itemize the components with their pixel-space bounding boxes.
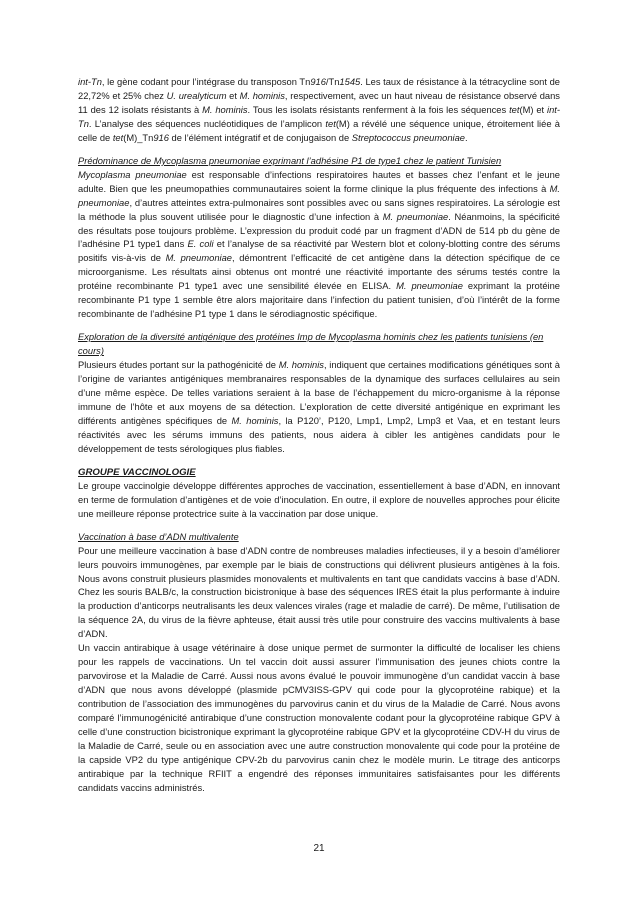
section-heading-adn-multivalente: Vaccination à base d’ADN multivalente bbox=[78, 531, 239, 542]
paragraph-group-vaccinologie: Le groupe vaccinolgie développe différentes approches de vaccination, essentiellement à base d’ADN, en innovant en terme de formulation d’antigènes et de voie d’inoculation. En outre, il explore de nouvelles approches pour élicite une meilleure réponse protectrice suite à la vaccination par dose unique. bbox=[78, 480, 560, 519]
paragraph-mycoplasma-pneumoniae: Mycoplasma pneumoniae est responsable d’infections respiratoires hautes et basses chez l’enfant et le jeune adulte. Bien que les pneumopathies communautaires soient la forme clinique la plus fréquente des infections à M. pneumoniae, d’autres atteintes extra-pulmonaires sont possibles avec ou sans signes respiratoires. La sérologie est la méthode la plus souvent utilisée pour le diagnostic d’une infection à M. pneumoniae. Néanmoins, la spécificité des résultats pose toujours problème. L’expression du produit codé par un fragment d’ADN de 514 pb du gène de l’adhésine P1 type1 dans E. coli et l’analyse de sa réactivité par Western blot et colony-blotting contre des sérums positifs vis-à-vis de M. pneumoniae, démontrent l’efficacité de cet antigène dans la détection spécifique de ce microorganisme. Les résultats ainsi obtenus ont montré une réactivité importante des sérums testés contre la protéine recombinante P1 type1 avec une sensibilité élevée en ELISA. M. pneumoniae exprimant la protéine recombinante P1 type 1 semble être alors majoritaire dans l’infection du patient tunisien, d’où l’intérêt de la forme recombinante de l’adhésine P1 type 1 dans le sérodiagnostic spécifique. bbox=[78, 169, 560, 320]
document-page bbox=[78, 76, 560, 796]
paragraph-tetracycline-resistance: int-Tn, le gène codant pour l’intégrase du transposon Tn916/Tn1545. Les taux de résistance à la tétracycline sont de 22,72% et 25% chez U. urealyticum et M. hominis, respectivement, avec un haut niveau de résistance observé dans 11 des 12 isolats résistants à M. hominis. Tous les isolats résistants renferment à la fois les séquences tet(M) et int-Tn. L’analyse des séquences nucléotidiques de l’amplicon tet(M) a révélé une séquence unique, étroitement liée à celle de tet(M)_Tn916 de l’élément intégratif et de conjugaison de Streptococcus pneumoniae. bbox=[78, 77, 561, 143]
paragraph-mycoplasma-hominis: Plusieurs études portant sur la pathogénicité de M. hominis, indiquent que certaines modifications génétiques sont à l’origine de variantes antigéniques membranaires responsables de la dynamique des surfaces cellulaires au sein d’une même espèce. De telles variations seraient à la base de l’échappement du micro-organisme à la réponse immune de l’hôte et aux moyens de sa détection. L’exploration de cette diversité antigénique en exprimant les différents antigènes spécifiques de M. hominis, la P120’, P120, Lmp1, Lmp2, Lmp3 et Vaa, et en testant leurs réactivités avec les sérums immuns des patients, nous aidera à cibler les antigènes candidats pour le développement de tests sérologiques plus fiables. bbox=[78, 360, 560, 454]
italic-term: int-Tn bbox=[78, 77, 102, 87]
page-number: 21 bbox=[313, 843, 325, 854]
section-heading-mycoplasma-pneumoniae: Prédominance de Mycoplasma pneumoniae exprimant l’adhésine P1 de type1 chez le patient Tunisien bbox=[78, 155, 502, 166]
paragraph-adn-multivalente-2: Un vaccin antirabique à usage vétérinaire à dose unique permet de surmonter la difficulté de localiser les chiens pour les rappels de vaccinations. Un tel vaccin doit aussi assurer l’immunisation des jeunes chiots contre la parvovirose et la Maladie de Carré. Aussi nous avons évalué le pouvoir immunogène d’un candidat vaccin à base d’ADN que nous avons développé (plasmide pCMV3ISS-GPV qui code pour la glycoprotéine rabique) et la contribution de l’association des immunogènes du parvovirus canin et du virus de la Maladie de Carré. Nous avons comparé l’immunogénicité antirabique d’une construction monovalente codant pour la glycoprotéine rabique GPV à celle d’une construction bicistronique exprimant la glycoprotéine rabique GPV et la glycoprotéine CDV-H du virus de la Maladie de Carré, seule ou en association avec une autre construction monovalente qui code pour la protéine de la capside VP2 du type antigénique CPV-2b du parvovirus canin chez le modèle murin. Le titrage des anticorps antirabique par la technique RFIIT a engendré des réponses immunitaires satisfaisantes pour les différents candidats vaccins administrés. bbox=[78, 643, 560, 793]
section-heading-mycoplasma-hominis: Exploration de la diversité antigénique des protéines Imp de Mycoplasma hominis chez les patients tunisiens (en cours) bbox=[78, 332, 544, 357]
group-title-vaccinologie: GROUPE VACCINOLOGIE bbox=[78, 466, 196, 478]
paragraph-adn-multivalente-1: Pour une meilleure vaccination à base d’ADN contre de nombreuses maladies infectieuses, il y a besoin d’améliorer leurs pouvoirs immunogènes, par exemple par le biais de constructions qui délivrent plusieurs antigènes à la fois. Nous avons construit plusieurs plasmides monovalents et multivalents en tant que candidats vaccins à base d’ADN. Chez les souris BALB/c, la construction bicistronique à base des séquences IRES était la plus performante à induire la production d’anticorps neutralisants les deux valences virales (rage et maladie de carré). De même, l’utilisation de la séquence 2A, du virus de la fièvre aphteuse, était aussi très utile pour construire des vaccins multivalents à base d’ADN. bbox=[78, 545, 560, 640]
